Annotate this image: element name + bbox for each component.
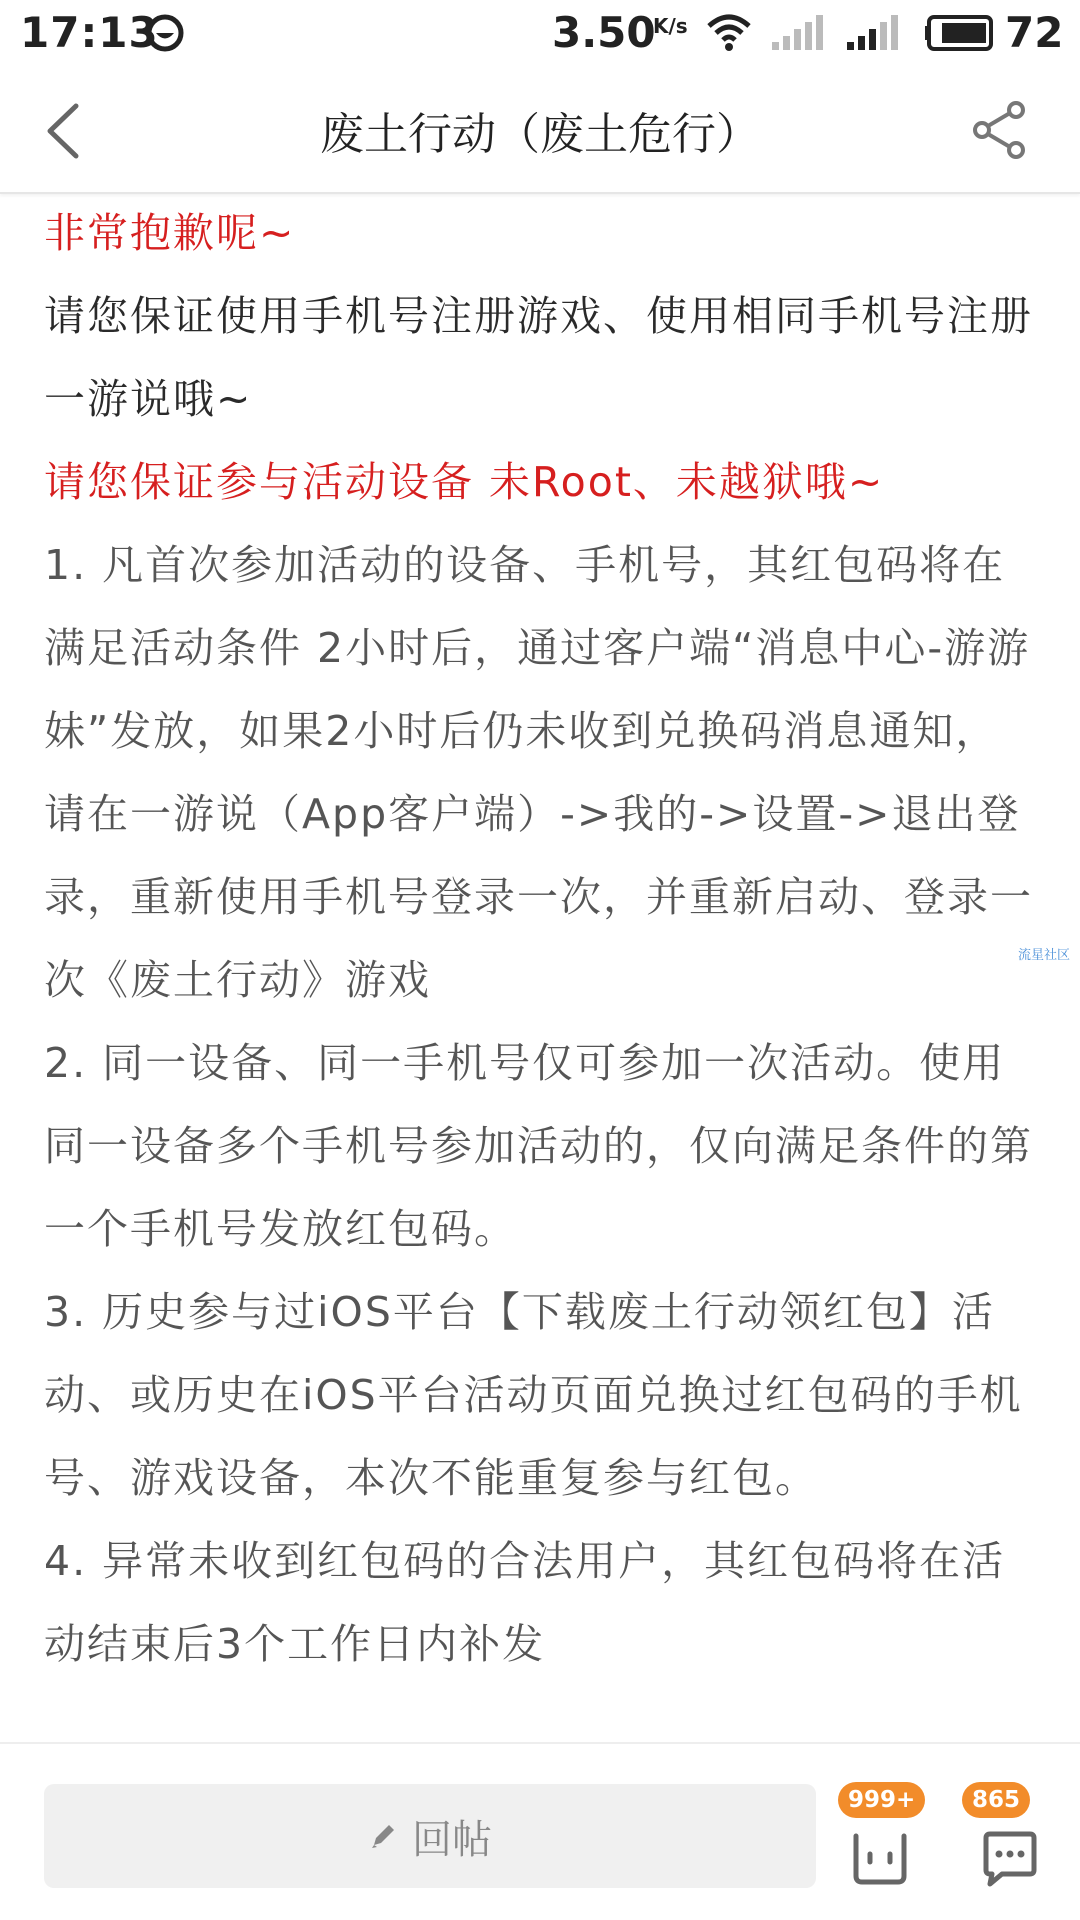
reply-label: 回帖 [412, 1816, 492, 1863]
back-button[interactable] [30, 96, 100, 166]
bottom-bar [0, 1742, 1080, 1920]
signal-sim2-icon [845, 12, 901, 52]
thumbs-up-icon [848, 1826, 912, 1890]
paragraph-device-requirement: 请您保证参与活动设备 未Root、未越狱哦~ [44, 458, 885, 506]
watermark-tag: 流星社区 [1018, 948, 1071, 963]
status-time: 17:13 [20, 8, 159, 57]
network-speed: 3.50 [552, 8, 656, 57]
comment-button[interactable] [960, 1782, 1060, 1892]
like-button[interactable] [830, 1782, 930, 1892]
rule-3: 3. 历史参与过iOS平台【下载废土行动领红包】活动、或历史在iOS平台活动页面兑换过红包码的手机号、游戏设备，本次不能重复参与红包。 [44, 1288, 1023, 1502]
notification-face-icon [146, 14, 184, 52]
comment-icon [978, 1826, 1042, 1890]
reply-input[interactable] [44, 1784, 816, 1888]
paragraph-apology: 非常抱歉呢~ [44, 209, 296, 257]
battery-level: 72 [1005, 8, 1064, 57]
comment-count-badge: 865 [962, 1782, 1030, 1818]
page-title: 废土行动（废土危行） [320, 109, 760, 160]
share-icon[interactable] [970, 100, 1030, 160]
post-content[interactable] [0, 172, 1080, 1740]
header [0, 66, 1080, 194]
rule-1: 1. 凡首次参加活动的设备、手机号，其红包码将在满足活动条件 2小时后，通过客户端“消息中心-游游妹”发放，如果2小时后仍未收到兑换码消息通知，请在一游说（App客户端）->我的->设置->退出登录，重新使用手机号登录一次，并重新启动、登录一次《废土行动》游戏 [44, 541, 1033, 1004]
like-count-badge: 999+ [838, 1782, 925, 1818]
status-bar [0, 0, 1080, 66]
signal-sim1-icon [770, 12, 826, 52]
rule-2: 2. 同一设备、同一手机号仅可参加一次活动。使用同一设备多个手机号参加活动的，仅向满足条件的第一个手机号发放红包码。 [44, 1039, 1033, 1253]
battery-icon [925, 14, 997, 52]
rule-4: 4. 异常未收到红包码的合法用户，其红包码将在活动结束后3个工作日内补发 [44, 1537, 1006, 1668]
pencil-icon [368, 1821, 398, 1851]
network-speed-unit: K/s [653, 14, 688, 38]
wifi-icon [706, 12, 752, 52]
paragraph-phone-requirement: 请您保证使用手机号注册游戏、使用相同手机号注册一游说哦~ [44, 292, 1033, 423]
